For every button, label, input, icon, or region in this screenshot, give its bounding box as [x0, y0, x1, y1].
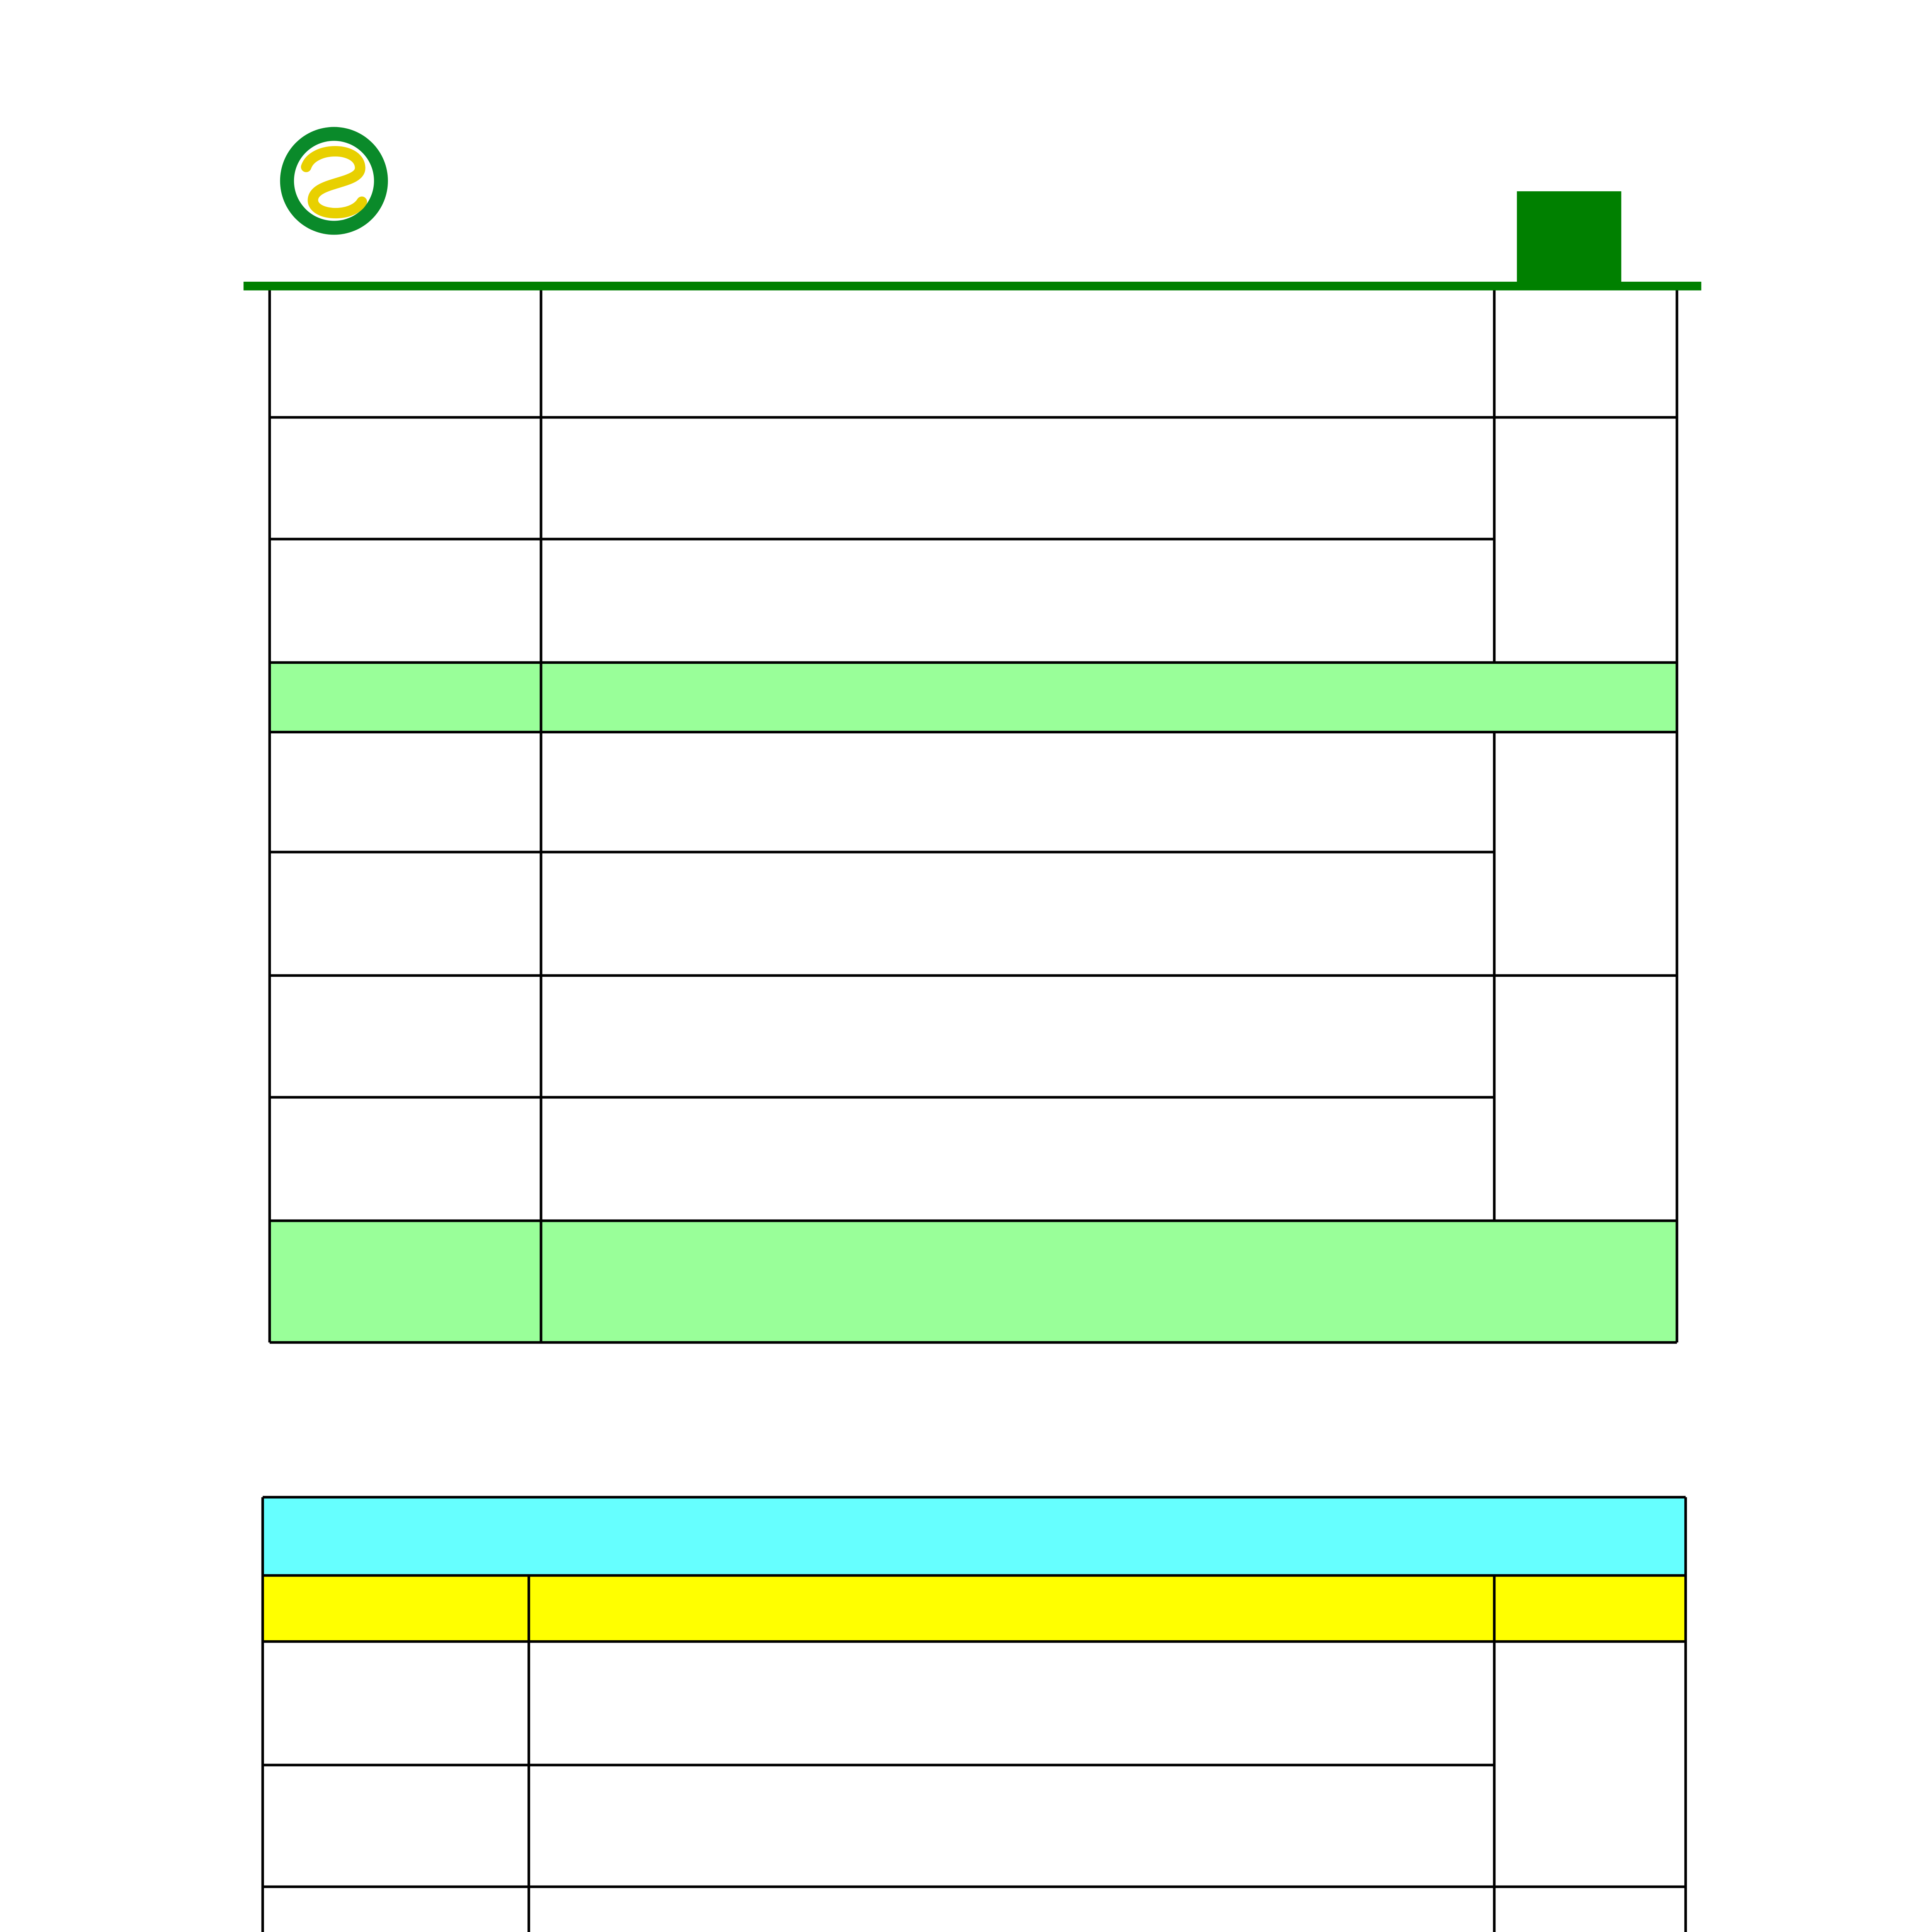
- society-logo: [280, 127, 388, 235]
- column-header-background: [263, 1575, 1686, 1641]
- break-row-background: [270, 663, 1677, 732]
- lunch-row-background: [270, 1221, 1677, 1342]
- header-rule: [243, 282, 1701, 291]
- page-number-box: [1517, 191, 1621, 289]
- table1-grid: [270, 291, 1677, 1343]
- schedule-table-afternoon: [263, 1497, 1686, 1932]
- schedule-table-morning: [270, 291, 1677, 1343]
- table-title-background: [263, 1497, 1686, 1576]
- header: [243, 127, 1701, 291]
